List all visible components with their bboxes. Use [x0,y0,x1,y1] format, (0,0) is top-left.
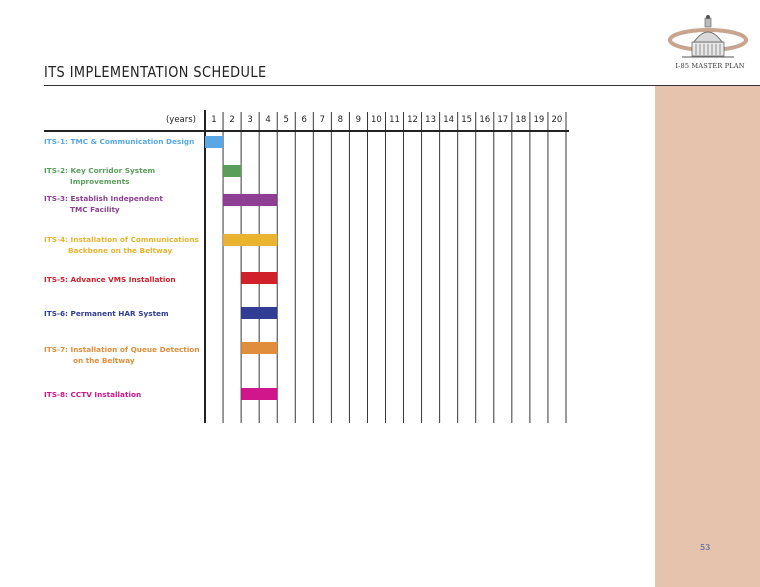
task-label-line1: ITS-2: Key Corridor System [44,166,156,175]
year-tick-label: 11 [389,115,400,125]
task-label-its-8 [44,389,141,400]
task-label-line2: Backbone on the Beltway [68,246,173,255]
page-number: 53 [700,543,711,552]
year-tick-label: 15 [461,115,473,125]
title-rule [44,85,760,86]
year-tick-label: 7 [319,115,325,125]
task-label-line1: ITS-5: Advance VMS Installation [44,275,176,284]
task-label-line1: ITS-4: Installation of Communications [44,235,199,244]
gantt-bar-its-7 [241,342,277,354]
task-label-its-2 [44,165,155,187]
gantt-bar-its-1 [205,136,223,148]
year-tick-label: 19 [533,115,545,125]
task-label-line2: Improvements [70,177,130,186]
header-rule [44,130,569,132]
year-tick-label: 13 [425,115,436,125]
gantt-bar-its-6 [241,307,277,319]
task-label-its-3 [44,193,163,215]
task-label-its-1 [44,136,194,147]
gantt-bar-its-2 [223,165,241,177]
task-label-its-5 [44,274,176,285]
task-label-line1: ITS-6: Permanent HAR System [44,309,169,318]
year-tick-label: 3 [247,115,253,125]
task-label-line2: TMC Facility [70,205,120,214]
year-tick-label: 20 [551,115,563,125]
gantt-bar-its-5 [241,272,277,284]
year-tick-label: 1 [211,115,217,125]
task-label-its-6 [44,308,169,319]
task-label-line1: ITS-1: TMC & Communication Design [44,137,195,146]
task-label-line1: ITS-7: Installation of Queue Detection [44,345,200,354]
year-tick-label: 9 [355,115,362,125]
gantt-bar-its-3 [223,194,277,206]
year-tick-label: 17 [497,115,509,125]
logo-text: I-85 MASTER PLAN [675,62,745,70]
task-label-its-4 [44,234,199,256]
task-label-line2: on the Beltway [73,356,135,365]
task-label-its-7 [44,344,200,366]
task-label-line1: ITS-8: CCTV Installation [44,390,142,399]
year-tick-label: 6 [301,115,307,125]
gantt-bar-its-4 [223,234,277,246]
gantt-bar-its-8 [241,388,277,400]
year-tick-label: 5 [283,115,289,125]
page-title: ITS IMPLEMENTATION SCHEDULE [44,63,267,81]
task-label-line1: ITS-3: Establish Independent [44,194,163,203]
years-axis-label: (years) [165,115,196,125]
year-tick-label: 12 [407,115,418,125]
year-tick-label: 10 [371,115,382,125]
year-tick-label: 2 [229,115,235,125]
year-tick-label: 4 [265,115,271,125]
year-tick-label: 8 [337,115,344,125]
year-tick-label: 16 [479,115,491,125]
side-panel [655,86,760,587]
year-tick-label: 14 [443,115,455,125]
year-tick-label: 18 [515,115,527,125]
